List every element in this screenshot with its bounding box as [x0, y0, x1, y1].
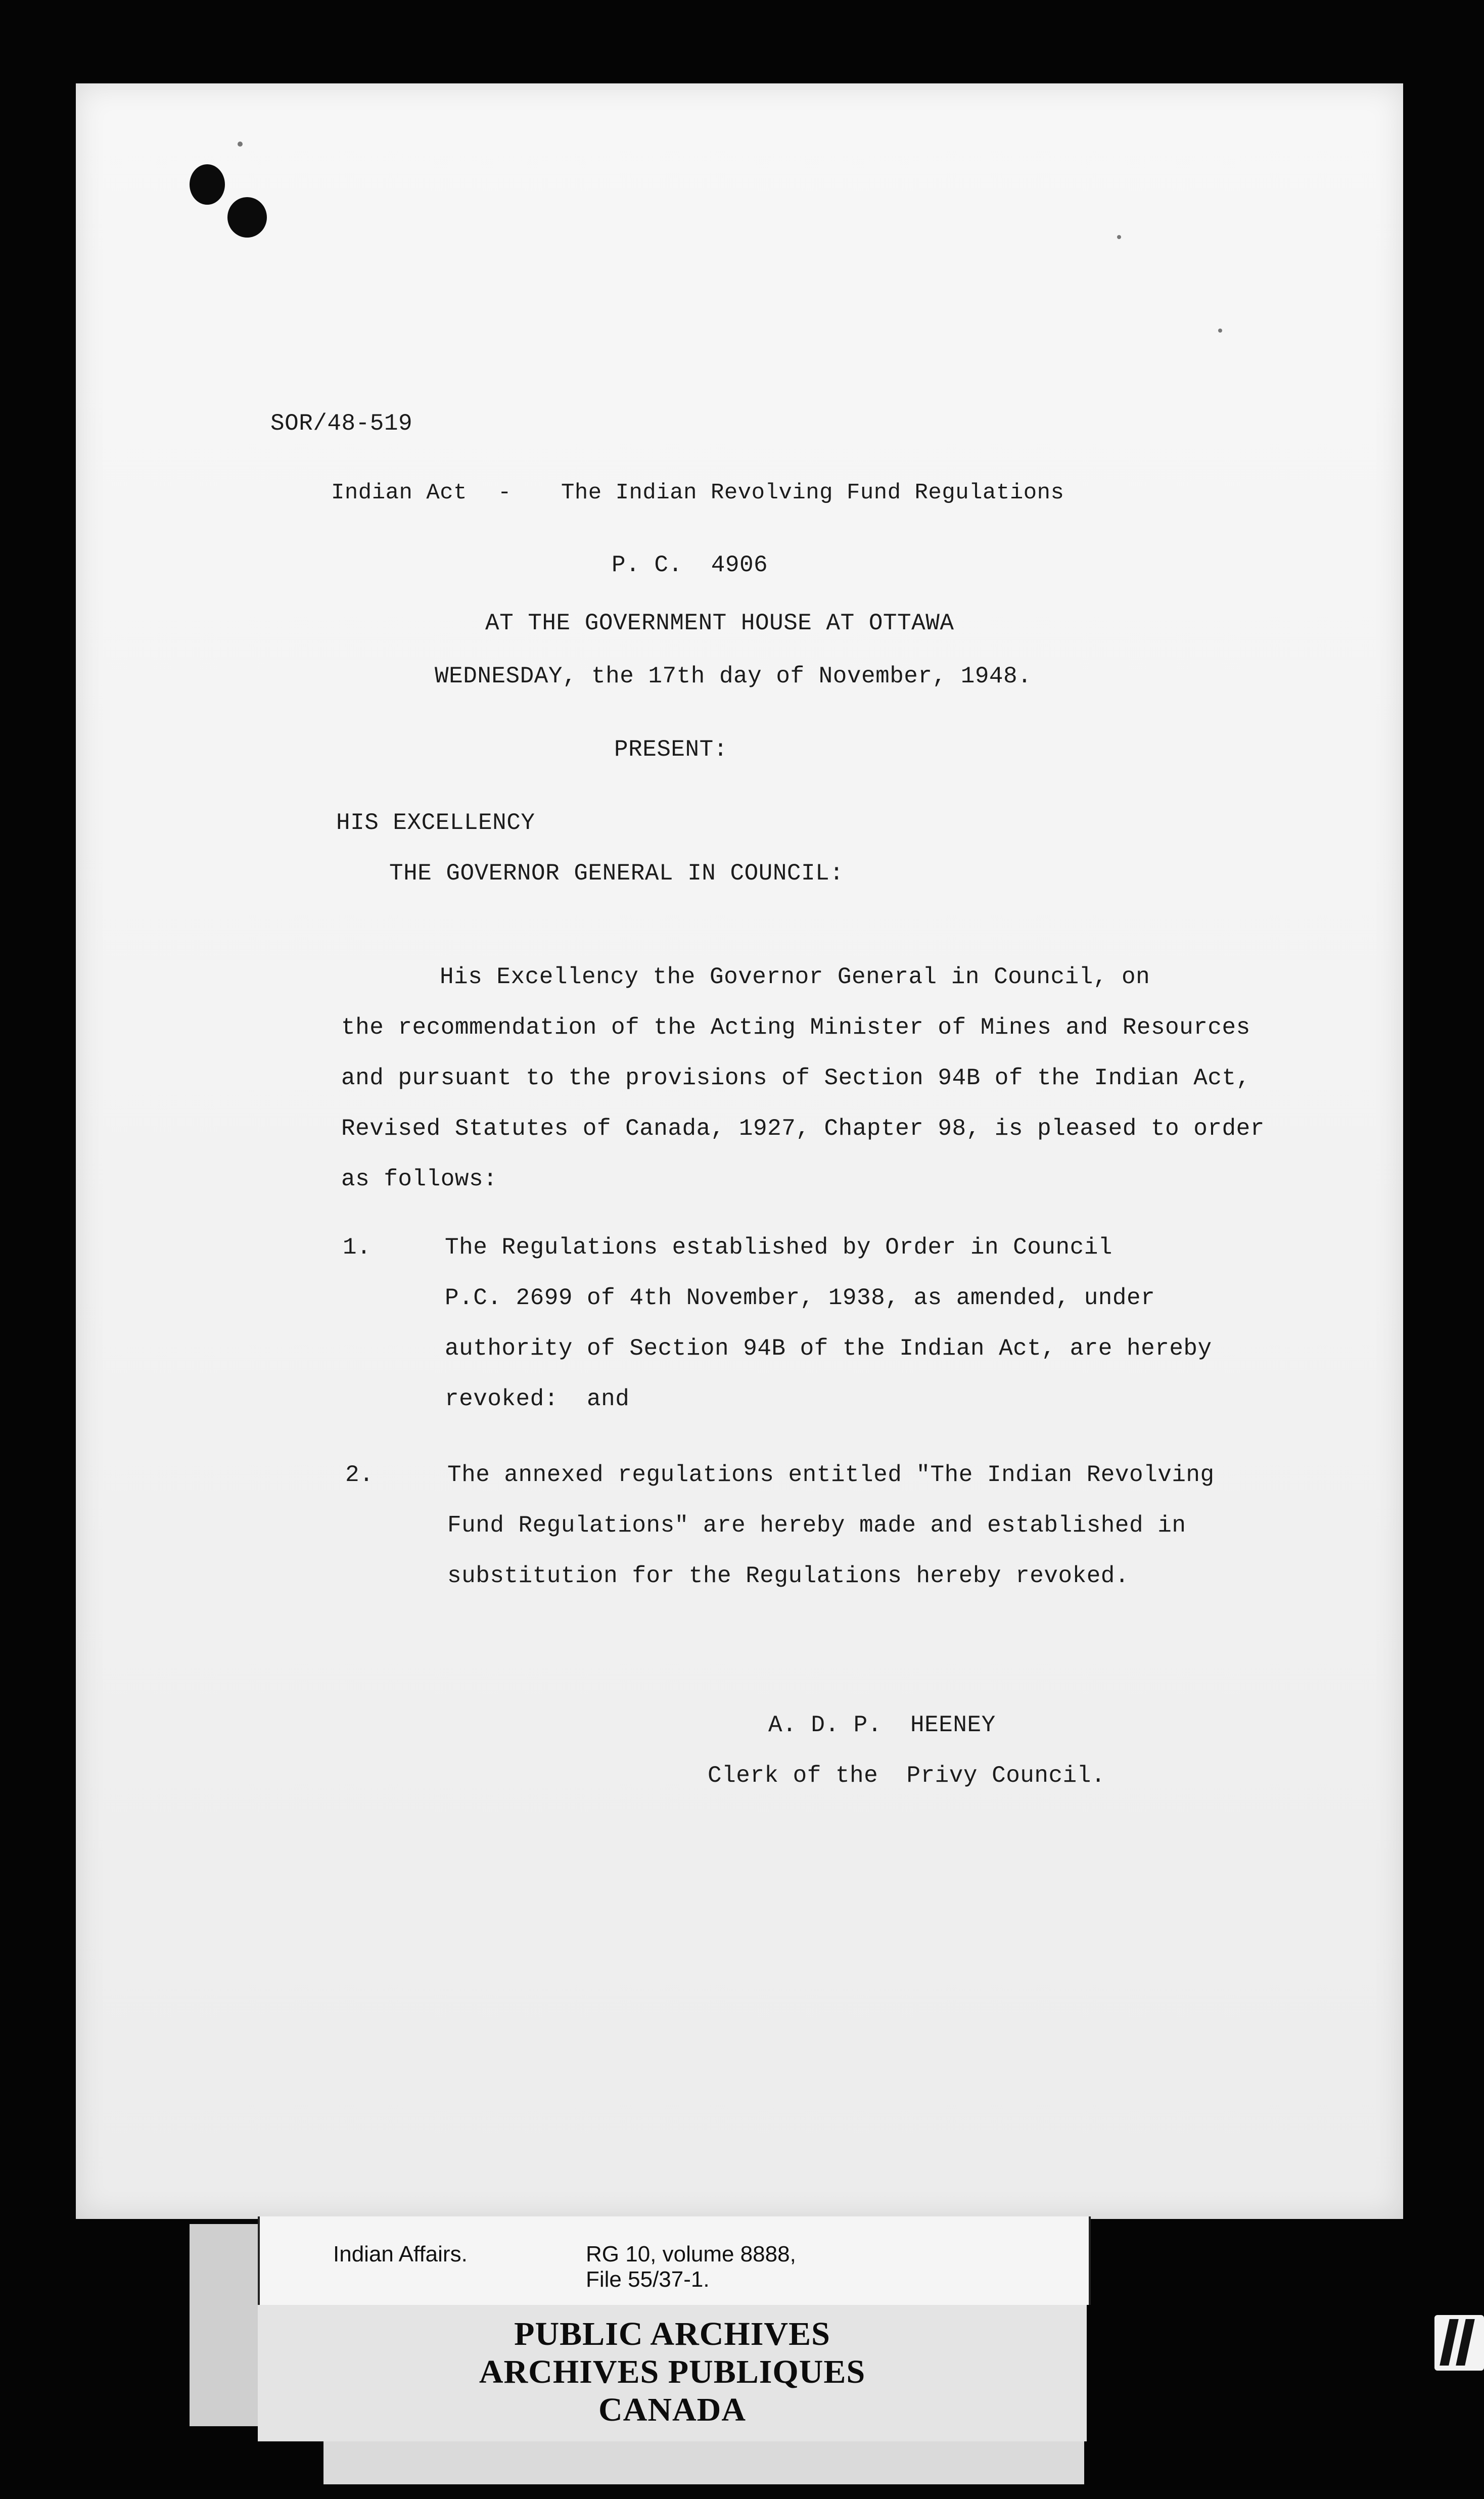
item-line: substitution for the Regulations hereby revoked.	[447, 1563, 1130, 1589]
item-number: 1.	[343, 1234, 372, 1261]
film-edge	[190, 2224, 258, 2426]
stamp-line3: CANADA	[598, 2391, 746, 2428]
sor-number: SOR/48-519	[270, 410, 413, 437]
speck	[1117, 235, 1121, 239]
preamble-line: the recommendation of the Acting Minister of Mines and Resources	[341, 1014, 1250, 1041]
stamp-line2: ARCHIVES PUBLIQUES	[479, 2353, 866, 2390]
signatory-name: A. D. P. HEENEY	[768, 1712, 996, 1738]
signatory-title: Clerk of the Privy Council.	[708, 1763, 1105, 1789]
item-line: P.C. 2699 of 4th November, 1938, as amended, under	[445, 1285, 1155, 1311]
addressee-line1: HIS EXCELLENCY	[336, 810, 535, 836]
preamble-line: as follows:	[341, 1166, 498, 1192]
date-text: the 17th day of November, 1948.	[591, 663, 1032, 689]
item-number: 2.	[345, 1462, 374, 1488]
present-label: PRESENT:	[614, 736, 728, 763]
date-weekday: WEDNESDAY,	[435, 663, 577, 689]
act-dash: -	[498, 480, 512, 505]
reference-line1: RG 10, volume 8888,	[586, 2242, 796, 2266]
archive-reference-label	[258, 2216, 1091, 2305]
act-name: Indian Act	[331, 480, 468, 505]
reference-line2: File 55/37-1.	[586, 2267, 710, 2292]
regulation-title: The Indian Revolving Fund Regulations	[561, 480, 1064, 505]
preamble-line: and pursuant to the provisions of Section 94B of the Indian Act,	[341, 1065, 1250, 1091]
department-label: Indian Affairs.	[333, 2242, 468, 2266]
pc-number: P. C. 4906	[612, 552, 768, 578]
stamp-line1: PUBLIC ARCHIVES	[514, 2316, 830, 2352]
item-line: revoked: and	[445, 1386, 630, 1412]
archive-stamp	[258, 2305, 1087, 2441]
bottom-film-strip	[323, 2441, 1084, 2484]
punch-hole-top	[190, 164, 225, 205]
speck	[238, 142, 243, 147]
preamble-line: Revised Statutes of Canada, 1927, Chapter 98, is pleased to order	[341, 1116, 1265, 1142]
speck	[1218, 329, 1222, 333]
preamble-line: His Excellency the Governor General in Council, on	[440, 964, 1150, 990]
item-line: authority of Section 94B of the Indian Act, are hereby	[445, 1335, 1212, 1362]
item-line: The Regulations established by Order in Council	[445, 1234, 1112, 1261]
addressee-line2: THE GOVERNOR GENERAL IN COUNCIL:	[389, 860, 844, 887]
item-line: The annexed regulations entitled "The Indian Revolving	[447, 1462, 1215, 1488]
location-line: AT THE GOVERNMENT HOUSE AT OTTAWA	[485, 610, 954, 636]
frame-marker-icon	[1434, 2315, 1484, 2371]
document-page	[76, 83, 1403, 2219]
item-line: Fund Regulations" are hereby made and established in	[447, 1512, 1186, 1539]
punch-hole-bottom	[227, 197, 267, 238]
